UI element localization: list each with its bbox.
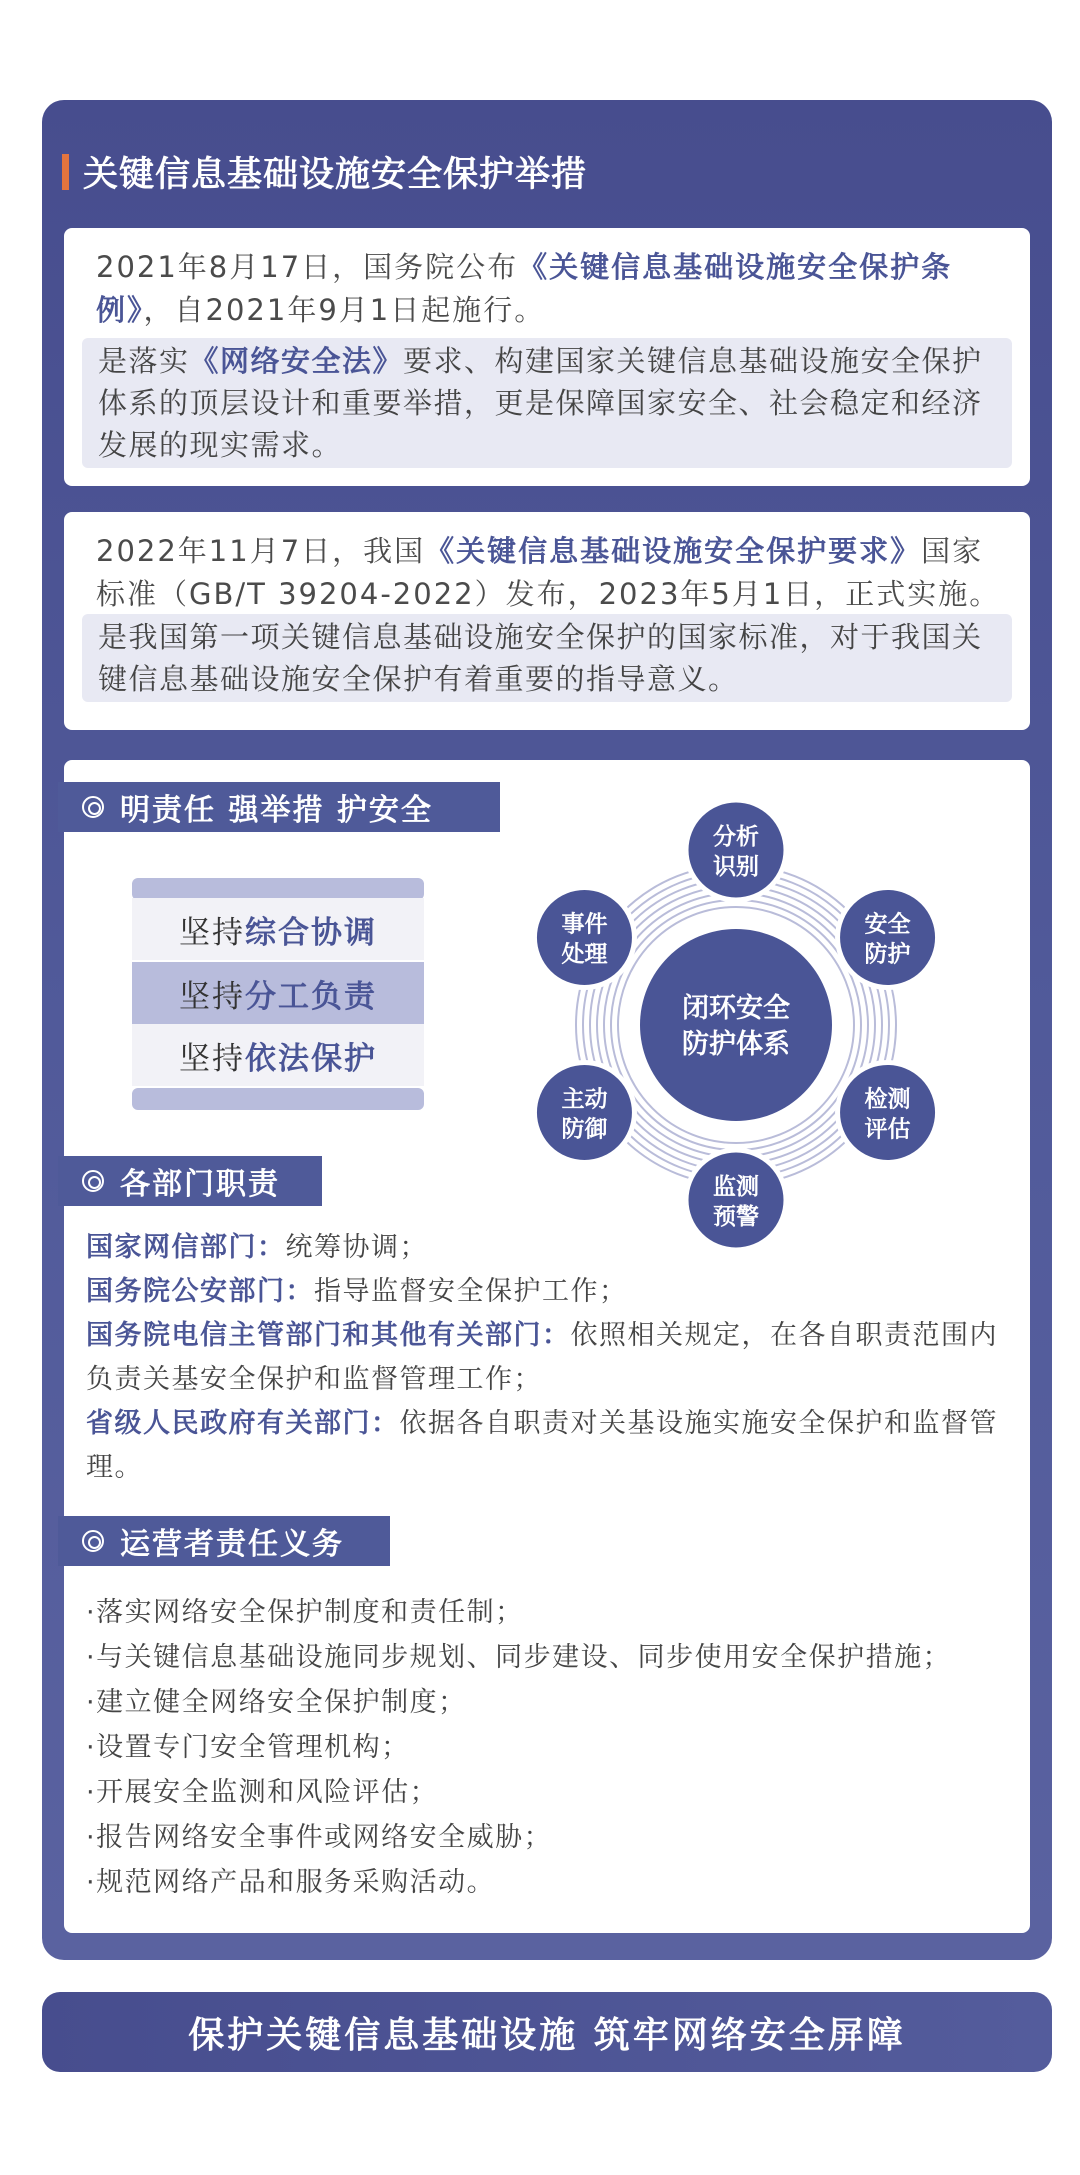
department-name: 国务院公安部门： <box>86 1276 314 1307</box>
diagram-center-label: 防护体系 <box>682 1029 790 1060</box>
regulation-lead <box>96 246 1002 332</box>
department-item <box>86 1226 1010 1270</box>
list-item: ·开展安全监测和风险评估； <box>86 1777 439 1808</box>
diagram-center-label: 闭环安全 <box>682 993 790 1024</box>
principle-prefix: 坚持 <box>179 1040 245 1077</box>
diagram-node <box>686 800 786 900</box>
principle-prefix: 坚持 <box>179 914 245 951</box>
department-item <box>86 1402 1010 1490</box>
department-duty: 指导监督安全保护工作； <box>314 1276 628 1307</box>
page-title <box>62 150 587 194</box>
diagram-node <box>838 1063 936 1163</box>
diagram-node-label: 评估 <box>864 1116 911 1143</box>
target-icon <box>82 796 104 818</box>
regulation-note-pre: 是落实 <box>98 344 190 378</box>
diagram-node-label: 防护 <box>864 941 911 968</box>
principle-item <box>132 1024 424 1086</box>
regulation-note-post: 要求、构建国家关键信息基础设施安全保护体系的顶层设计和重要举措，更是保障国家安全、社会稳定和经济发展的现实需求。 <box>98 344 983 462</box>
department-name: 国务院电信主管部门和其他有关部门： <box>86 1320 571 1351</box>
department-item <box>86 1270 1010 1314</box>
department-duty: 依照相关规定，在各自职责范围内负责关基安全保护和监督管理工作； <box>86 1320 998 1395</box>
diagram-node-label: 主动 <box>561 1086 608 1113</box>
regulation-lead-post: ，自2021年9月1日起施行。 <box>143 293 546 327</box>
diagram-node <box>536 1063 634 1163</box>
footer-banner: 保护关键信息基础设施 筑牢网络安全屏障 <box>42 1992 1052 2072</box>
diagram-node-label: 监测 <box>713 1174 759 1200</box>
diagram-node-label: 事件 <box>561 911 608 938</box>
title-accent-bar <box>62 154 69 190</box>
list-item: ·报告网络安全事件或网络安全威胁； <box>86 1822 553 1853</box>
diagram-node <box>838 888 936 988</box>
section-heading-departments <box>58 1156 322 1206</box>
diagram-node-label: 分析 <box>713 824 759 850</box>
department-list <box>86 1226 1010 1490</box>
section-heading-operators-text: 运营者责任义务 <box>120 1527 344 1562</box>
principles-bottom-cap <box>132 1088 424 1110</box>
standard-title: 《关键信息基础设施安全保护要求》 <box>425 534 922 568</box>
department-name: 省级人民政府有关部门： <box>86 1408 400 1439</box>
cybersecurity-law-title: 《网络安全法》 <box>189 344 404 378</box>
target-icon <box>82 1530 104 1552</box>
diagram-node-label: 处理 <box>561 941 608 968</box>
list-item: ·设置专门安全管理机构； <box>86 1732 410 1763</box>
diagram-center-circle <box>640 929 832 1121</box>
regulation-note <box>82 338 1012 468</box>
list-item: ·与关键信息基础设施同步规划、同步建设、同步使用安全保护措施； <box>86 1642 952 1673</box>
principle-emphasis: 综合协调 <box>245 914 377 951</box>
principle-item <box>132 962 424 1024</box>
section-heading-principles-text: 明责任 强举措 护安全 <box>120 793 433 828</box>
principle-emphasis: 分工负责 <box>245 978 377 1015</box>
regulation-title: 《关键信息基础设施安全保护条例》 <box>96 250 953 327</box>
list-item: ·落实网络安全保护制度和责任制； <box>86 1597 524 1628</box>
page-title-text: 关键信息基础设施安全保护举措 <box>83 155 588 195</box>
department-duty: 统筹协调； <box>285 1232 428 1263</box>
diagram-node-label: 识别 <box>713 854 759 880</box>
regulation-card <box>64 228 1030 486</box>
principles-list <box>132 878 424 1110</box>
diagram-node-label: 安全 <box>864 911 911 938</box>
standard-card <box>64 512 1030 730</box>
department-duty: 依据各自职责对关基设施实施安全保护和监督管理。 <box>86 1408 998 1483</box>
list-item: ·规范网络产品和服务采购活动。 <box>86 1867 496 1898</box>
standard-lead <box>96 530 1002 616</box>
target-icon <box>82 1170 104 1192</box>
diagram-node-label: 检测 <box>864 1086 911 1113</box>
standard-lead-pre: 2022年11月7日，我国 <box>96 534 426 568</box>
principle-prefix: 坚持 <box>179 978 245 1015</box>
principle-emphasis: 依法保护 <box>245 1040 377 1077</box>
principle-item <box>132 898 424 960</box>
section-heading-departments-text: 各部门职责 <box>120 1167 280 1202</box>
standard-lead-post: 国家标准（GB/T 39204-2022）发布，2023年5月1日，正式实施。 <box>96 534 1001 611</box>
department-item <box>86 1314 1010 1402</box>
regulation-lead-pre: 2021年8月17日，国务院公布 <box>96 250 519 284</box>
operator-duties-list <box>86 1590 1010 1905</box>
diagram-node-label: 预警 <box>713 1204 759 1230</box>
principles-top-cap <box>132 878 424 900</box>
standard-note: 是我国第一项关键信息基础设施安全保护的国家标准，对于我国关键信息基础设施安全保护有着重要的指导意义。 <box>82 614 1012 702</box>
closed-loop-diagram <box>536 800 936 1250</box>
diagram-node-label: 防御 <box>561 1116 608 1143</box>
department-name: 国家网信部门： <box>86 1232 286 1263</box>
diagram-node <box>536 888 634 988</box>
list-item: ·建立健全网络安全保护制度； <box>86 1687 467 1718</box>
section-heading-principles <box>58 782 500 832</box>
main-panel <box>42 100 1052 1960</box>
responsibility-card <box>64 760 1030 1933</box>
section-heading-operators <box>58 1516 390 1566</box>
